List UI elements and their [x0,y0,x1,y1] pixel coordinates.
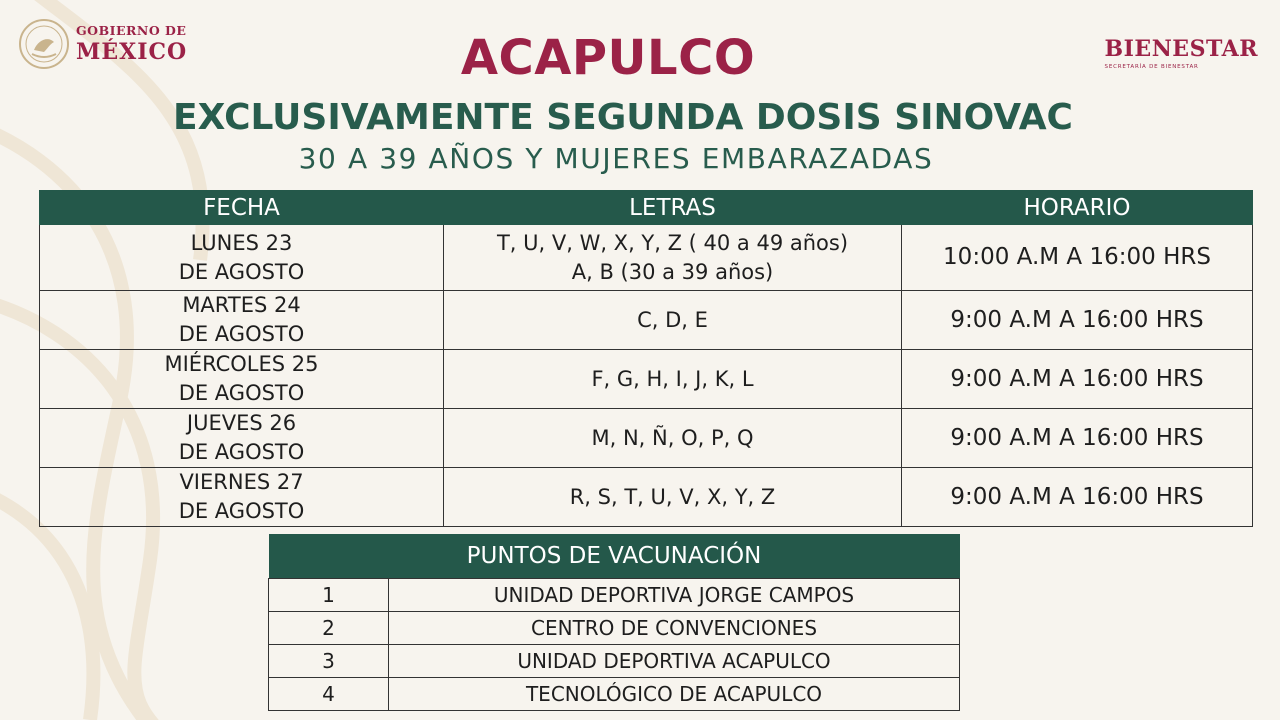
point-name: UNIDAD DEPORTIVA JORGE CAMPOS [389,579,960,612]
date-line2: DE AGOSTO [178,440,305,464]
point-number: 4 [269,678,389,711]
hours-cell: 9:00 A.M A 16:00 HRS [902,409,1253,468]
agency-subtitle: SECRETARÍA DE BIENESTAR [1104,64,1199,70]
date-cell [40,409,444,468]
date-cell [40,291,444,350]
table-row [40,350,1253,409]
column-header-fecha: FECHA [40,191,444,225]
letters-cell: C, D, E [444,291,902,350]
point-name: UNIDAD DEPORTIVA ACAPULCO [389,645,960,678]
table-row [40,225,1253,291]
date-cell [40,350,444,409]
point-number: 3 [269,645,389,678]
letters-cell: M, N, Ñ, O, P, Q [444,409,902,468]
vaccination-points-table [268,534,960,711]
table-row [269,645,960,678]
date-line1: VIERNES 27 [179,470,304,494]
table-row [40,468,1253,527]
hours-cell: 9:00 A.M A 16:00 HRS [902,350,1253,409]
hours-cell: 10:00 A.M A 16:00 HRS [902,225,1253,291]
schedule-header-row [40,191,1253,225]
agency-name: BIENESTAR [1104,36,1258,62]
hours-cell: 9:00 A.M A 16:00 HRS [902,468,1253,527]
date-line2: DE AGOSTO [178,381,305,405]
hours-cell: 9:00 A.M A 16:00 HRS [902,291,1253,350]
point-number: 1 [269,579,389,612]
page-title: ACAPULCO [460,30,756,86]
points-header-row [269,534,960,579]
point-number: 2 [269,612,389,645]
points-title: PUNTOS DE VACUNACIÓN [269,534,960,579]
date-line2: DE AGOSTO [178,322,305,346]
date-cell [40,225,444,291]
column-header-letras: LETRAS [444,191,902,225]
page-subtitle: EXCLUSIVAMENTE SEGUNDA DOSIS SINOVAC [173,97,1073,138]
gov-line1: GOBIERNO DE [76,23,187,39]
page-subtitle-2: 30 A 39 AÑOS Y MUJERES EMBARAZADAS [298,142,934,175]
point-name: CENTRO DE CONVENCIONES [389,612,960,645]
letters-cell [444,225,902,291]
date-line1: MIÉRCOLES 25 [164,352,319,376]
date-line1: JUEVES 26 [186,411,297,435]
table-row [40,409,1253,468]
date-line1: MARTES 24 [182,293,301,317]
letters-line2: A, B (30 a 39 años) [571,259,774,284]
letters-cell: R, S, T, U, V, X, Y, Z [444,468,902,527]
table-row [269,678,960,711]
point-name: TECNOLÓGICO DE ACAPULCO [389,678,960,711]
letters-cell: F, G, H, I, J, K, L [444,350,902,409]
date-line2: DE AGOSTO [178,499,305,523]
table-row [269,612,960,645]
schedule-table [39,190,1253,527]
date-line1: LUNES 23 [190,230,293,255]
gov-line2: MÉXICO [76,38,188,65]
date-line2: DE AGOSTO [178,259,305,284]
table-row [40,291,1253,350]
table-row [269,579,960,612]
date-cell [40,468,444,527]
column-header-horario: HORARIO [902,191,1253,225]
letters-line1: T, U, V, W, X, Y, Z ( 40 a 49 años) [496,230,849,255]
